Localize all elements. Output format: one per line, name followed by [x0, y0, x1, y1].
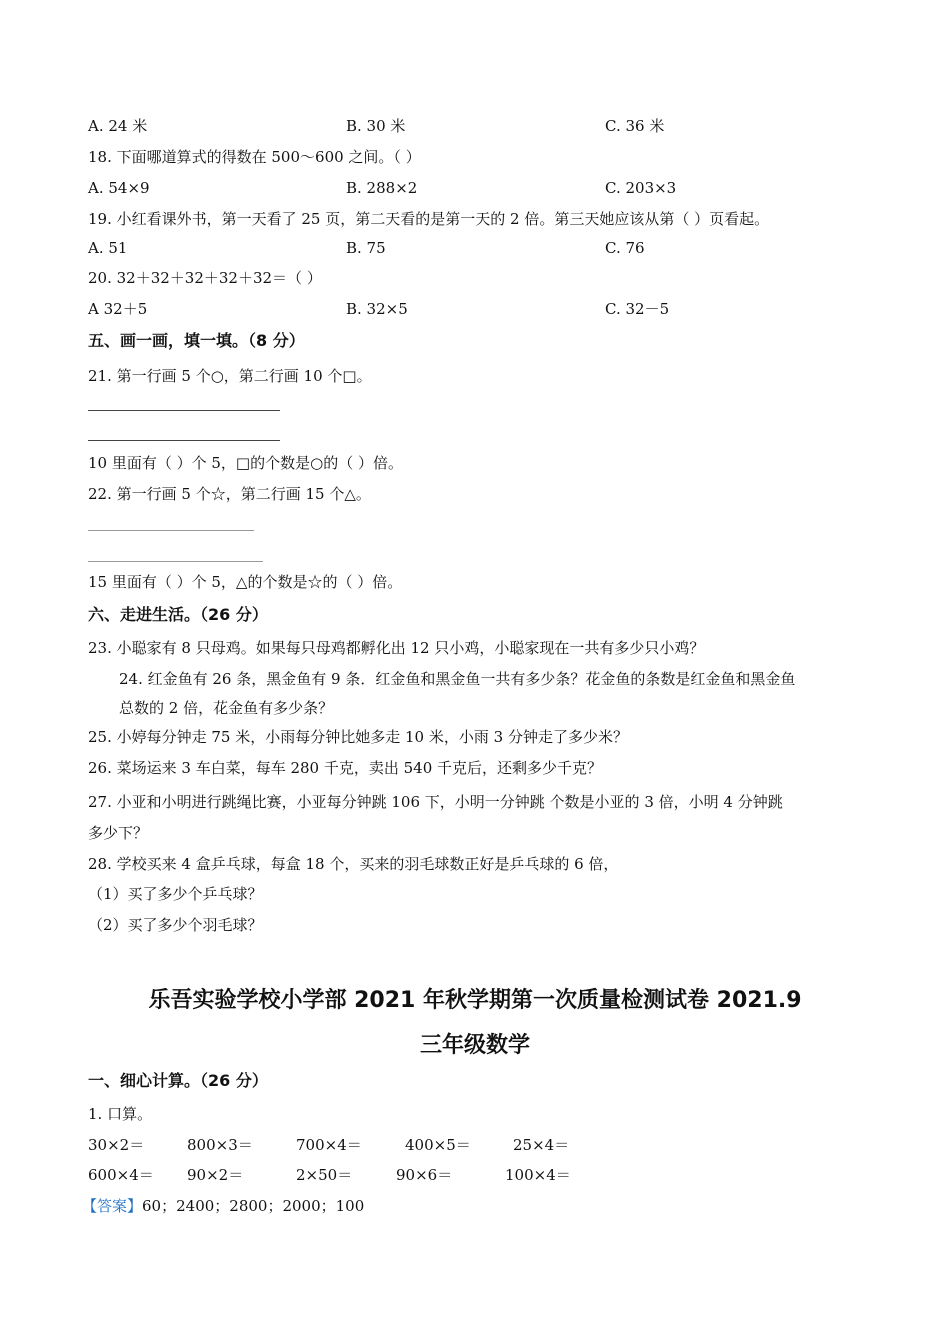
exam-subtitle: 三年级数学 — [419, 1033, 530, 1058]
q21-fill-blank: 10 里面有（ ）个 5，□的个数是○的（ ）倍。 — [88, 454, 403, 472]
q27-line-1: 27. 小亚和小明进行跳绳比赛，小亚每分钟跳 106 下，小明一分钟跳 个数是小亚的 3 倍，小明 4 分钟跳 — [88, 793, 783, 811]
q21-stem: 21. 第一行画 5 个○，第二行画 10 个□。 — [88, 367, 372, 385]
calc-item: 25×4＝ — [513, 1136, 570, 1154]
q23-text: 23. 小聪家有 8 只母鸡。如果每只母鸡都孵化出 12 只小鸡，小聪家现在一共有多少只小鸡？ — [88, 639, 705, 657]
q22-stem: 22. 第一行画 5 个☆，第二行画 15 个△。 — [88, 485, 371, 503]
calc-item: 30×2＝ — [88, 1136, 145, 1154]
q20-stem: 20. 32＋32＋32＋32＋32＝（ ） — [88, 269, 322, 287]
q21-answer-line-2 — [88, 440, 280, 441]
answer-tag: 【答案】 — [82, 1197, 143, 1215]
q24-line-1: 24. 红金鱼有 26 条，黑金鱼有 9 条．红金鱼和黑金鱼一共有多少条？花金鱼的条数是红金鱼和黑金鱼 — [119, 670, 796, 688]
answer-text: 60；2400；2800；2000；100 — [142, 1197, 365, 1215]
q22-fill-blank: 15 里面有（ ）个 5，△的个数是☆的（ ）倍。 — [88, 573, 403, 591]
calc-item: 700×4＝ — [296, 1136, 362, 1154]
q19-option-b: B. 75 — [346, 239, 386, 257]
q17-option-c: C. 36 米 — [605, 117, 665, 135]
q18-stem: 18. 下面哪道算式的得数在 500～600 之间。（ ） — [88, 148, 421, 166]
section-6-heading: 六、走进生活。（26 分） — [88, 605, 268, 624]
q20-option-a: A 32＋5 — [88, 300, 148, 318]
q26-text: 26. 菜场运来 3 车白菜，每车 280 千克，卖出 540 千克后，还剩多少千克？ — [88, 759, 603, 777]
q20-option-c: C. 32－5 — [605, 300, 670, 318]
q22-answer-line-2 — [88, 561, 263, 562]
q19-option-c: C. 76 — [605, 239, 645, 257]
q19-option-a: A. 51 — [88, 239, 128, 257]
q27-line-2: 多少下？ — [88, 824, 149, 842]
q1-answer — [82, 1196, 364, 1216]
calc-item: 600×4＝ — [88, 1166, 154, 1184]
calc-item: 100×4＝ — [505, 1166, 571, 1184]
q17-option-b: B. 30 米 — [346, 117, 406, 135]
q24-line-2: 总数的 2 倍，花金鱼有多少条？ — [119, 699, 334, 717]
q18-option-a: A. 54×9 — [88, 179, 150, 197]
q1-stem: 1. 口算。 — [88, 1105, 153, 1123]
calc-item: 400×5＝ — [405, 1136, 471, 1154]
q20-option-b: B. 32×5 — [346, 300, 408, 318]
q17-option-a: A. 24 米 — [88, 117, 148, 135]
q22-answer-line-1 — [88, 530, 254, 531]
q28-sub-1: （1）买了多少个乒乓球？ — [88, 885, 263, 903]
q28-stem: 28. 学校买来 4 盒乒乓球，每盒 18 个，买来的羽毛球数正好是乒乓球的 6 倍， — [88, 855, 619, 873]
calc-item: 800×3＝ — [187, 1136, 253, 1154]
q18-option-c: C. 203×3 — [605, 179, 677, 197]
q28-sub-2: （2）买了多少个羽毛球？ — [88, 916, 263, 934]
q19-stem: 19. 小红看课外书，第一天看了 25 页，第二天看的是第一天的 2 倍。第三天她应该从第（ ）页看起。 — [88, 210, 770, 228]
exam-title: 乐吾实验学校小学部 2021 年秋学期第一次质量检测试卷 2021.9 — [148, 988, 802, 1013]
q21-answer-line-1 — [88, 410, 280, 411]
section-1-heading: 一、细心计算。（26 分） — [88, 1071, 268, 1090]
calc-item: 2×50＝ — [296, 1166, 353, 1184]
calc-item: 90×2＝ — [187, 1166, 244, 1184]
section-5-heading: 五、画一画，填一填。（8 分） — [88, 331, 305, 350]
q18-option-b: B. 288×2 — [346, 179, 418, 197]
q25-text: 25. 小婷每分钟走 75 米，小雨每分钟比她多走 10 米，小雨 3 分钟走了多少米？ — [88, 728, 628, 746]
calc-item: 90×6＝ — [396, 1166, 453, 1184]
